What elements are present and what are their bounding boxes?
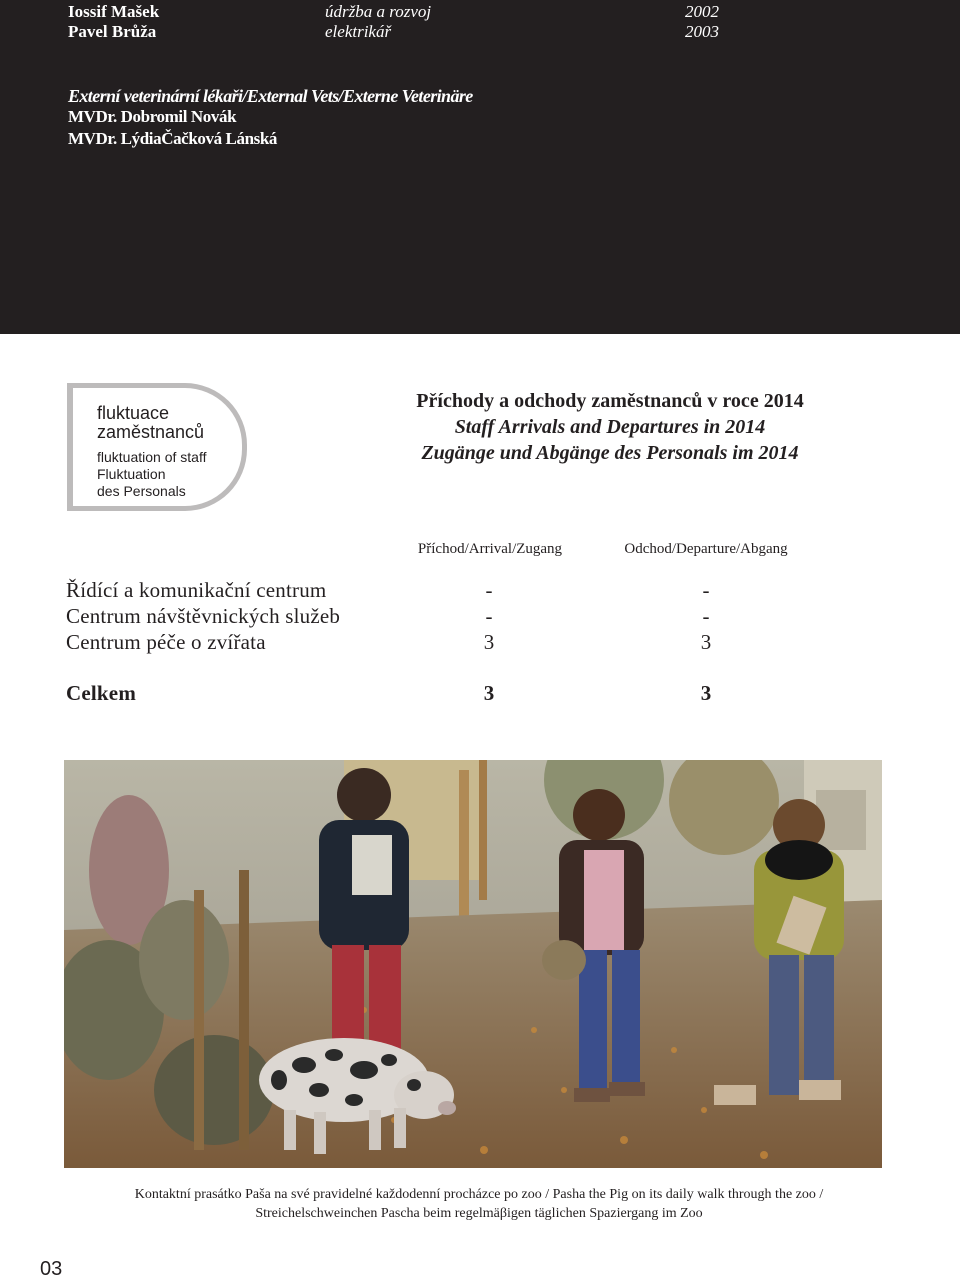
table-total-departure: 3 xyxy=(700,681,712,705)
section-badge-staff-fluctuation xyxy=(67,383,247,511)
photo-pig-walk xyxy=(64,760,882,1168)
photo-caption xyxy=(64,1185,894,1223)
table-cell-departure: 3 xyxy=(700,630,712,654)
badge-subtitle-en: fluktuation of staff xyxy=(97,449,207,465)
photo-illustration xyxy=(64,760,882,1168)
table-cell-departure: - xyxy=(702,578,710,602)
staff-name: Pavel Brůža xyxy=(68,22,157,41)
badge-subtitle-de: des Personals xyxy=(97,483,186,499)
page-number: 03 xyxy=(40,1258,63,1280)
staff-year: 2003 xyxy=(685,22,719,41)
badge-subtitle-de: Fluktuation xyxy=(97,466,166,482)
table-total-label: Celkem xyxy=(66,681,137,705)
page-title-de: Zugänge und Abgänge des Personals im 2014 xyxy=(421,442,799,464)
table-row-label: Řídící a komunikační centrum xyxy=(66,578,327,602)
column-header-arrival: Příchod/Arrival/Zugang xyxy=(417,541,563,557)
table-row-label: Centrum návštěvnických služeb xyxy=(66,604,341,628)
staff-role: elektrikář xyxy=(325,22,392,41)
staff-list-band xyxy=(0,0,960,334)
table-total-arrival: 3 xyxy=(483,681,495,705)
table-cell-arrival: - xyxy=(485,604,493,628)
staff-year: 2002 xyxy=(685,2,719,21)
table-cell-arrival: - xyxy=(485,578,493,602)
staff-name: Iossif Mašek xyxy=(68,2,160,21)
vet-name: MVDr. Dobromil Novák xyxy=(68,107,237,126)
table-cell-departure: - xyxy=(702,604,710,628)
badge-title-cz: fluktuace xyxy=(97,403,170,423)
page-title-en: Staff Arrivals and Departures in 2014 xyxy=(454,416,766,438)
column-header-departure: Odchod/Departure/Abgang xyxy=(624,541,788,557)
vet-name: MVDr. LýdiaČačková Lánská xyxy=(68,129,277,148)
table-row-label: Centrum péče o zvířata xyxy=(66,630,266,654)
caption-line: Streichelschweinchen Pascha beim regelmäβigen täglichen Spaziergang im Zoo xyxy=(255,1206,703,1221)
external-vets-heading: Externí veterinární lékaři/External Vets/Externe Veterinäre xyxy=(68,86,473,106)
page-title-cz: Příchody a odchody zaměstnanců v roce 2014 xyxy=(416,390,804,412)
caption-line: Kontaktní prasátko Paša na své pravidelné každodenní procházce po zoo / Pasha the Pig on its daily walk through the zoo / xyxy=(134,1187,824,1202)
table-cell-arrival: 3 xyxy=(483,630,495,654)
staff-role: údržba a rozvoj xyxy=(325,2,432,21)
badge-title-cz: zaměstnanců xyxy=(97,422,205,442)
